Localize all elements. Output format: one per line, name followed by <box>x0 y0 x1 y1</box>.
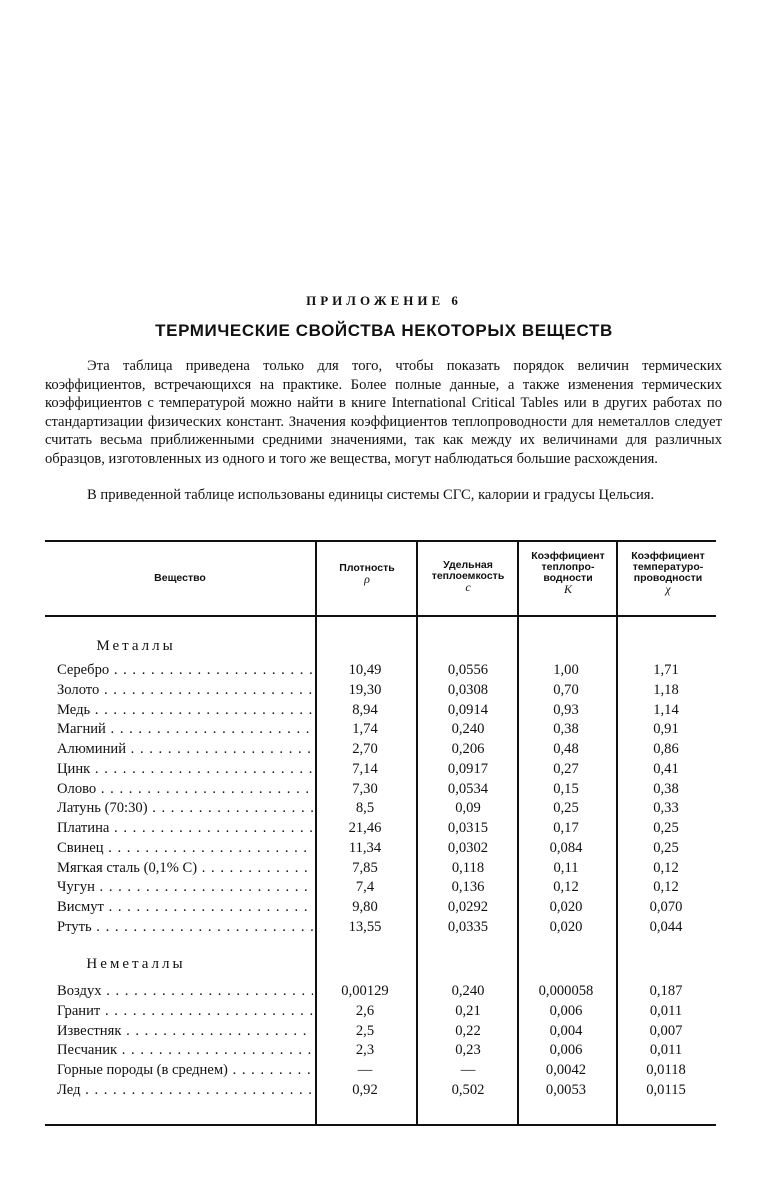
density-value: 2,3 <box>355 1042 375 1059</box>
heat-capacity-symbol: c <box>465 580 471 594</box>
substance-name: Олово . . . <box>57 779 313 799</box>
diffusivity-value: 0,12 <box>653 859 679 876</box>
substance-name: Медь . . . <box>57 700 313 720</box>
diffusivity-value: 1,71 <box>653 662 679 678</box>
conductivity-value: 0,27 <box>553 760 579 777</box>
header-heat-capacity: Удельная теплоемкость c <box>421 560 515 593</box>
diffusivity-value: 0,070 <box>649 899 683 915</box>
section-label-nonmetals: Неметаллы <box>86 956 186 972</box>
density-value: 21,46 <box>348 820 382 836</box>
heat-capacity-value: 0,136 <box>451 879 485 896</box>
heat-capacity-value: 0,206 <box>451 741 485 757</box>
table-row <box>0 798 768 818</box>
page-title: ТЕРМИЧЕСКИЕ СВОЙСТВА НЕКОТОРЫХ ВЕЩЕСТВ <box>155 321 613 340</box>
table-row <box>0 700 768 720</box>
substance-name: Алюминий . . . <box>57 739 313 759</box>
intro-paragraph-2: В приведенной таблице использованы единицы системы СГС, калории и градусы Цельсия. <box>87 487 655 503</box>
substance-name: Латунь (70:30) . . . <box>57 798 313 818</box>
density-value: 11,34 <box>348 839 382 856</box>
density-value: 2,5 <box>355 1022 375 1039</box>
conductivity-symbol: K <box>563 582 572 596</box>
substance-name: Цинк . . . <box>57 759 313 779</box>
diffusivity-value: 0,33 <box>653 800 679 817</box>
table-row <box>0 660 768 680</box>
heat-capacity-value: 0,0556 <box>447 662 489 678</box>
conductivity-value: 0,006 <box>549 1002 583 1019</box>
heat-capacity-value: 0,09 <box>455 800 481 817</box>
conductivity-value: 0,70 <box>553 681 579 698</box>
heat-capacity-value: 0,0534 <box>447 780 489 797</box>
header-density: Плотность ρ <box>318 563 416 585</box>
substance-name: Серебро . . . <box>57 660 313 680</box>
table-row <box>0 897 768 917</box>
conductivity-value: 0,020 <box>549 899 583 915</box>
diffusivity-value: 0,38 <box>653 780 679 797</box>
conductivity-value: 0,004 <box>549 1022 583 1039</box>
table-row <box>0 1001 768 1021</box>
table-row <box>0 838 768 858</box>
density-value: 2,70 <box>352 741 378 757</box>
diffusivity-value: 0,044 <box>649 918 683 935</box>
heat-capacity-value: 0,0308 <box>447 681 489 698</box>
conductivity-value: 0,020 <box>549 918 583 935</box>
heat-capacity-value: 0,0914 <box>447 701 489 718</box>
heat-capacity-value: 0,502 <box>451 1081 485 1098</box>
table-row <box>0 719 768 739</box>
density-value: 0,92 <box>352 1081 378 1098</box>
substance-name: Песчаник . . . <box>57 1040 313 1060</box>
density-value: 19,30 <box>348 681 382 698</box>
heat-capacity-value: 0,23 <box>455 1042 481 1059</box>
diffusivity-value: 0,187 <box>649 983 683 999</box>
heat-capacity-value: 0,240 <box>451 983 485 999</box>
substance-name: Воздух . . . <box>57 981 313 1001</box>
conductivity-value: 0,0053 <box>545 1081 587 1098</box>
heat-capacity-value: 0,0292 <box>447 899 489 915</box>
density-value: 7,30 <box>352 780 378 797</box>
density-value: 9,80 <box>352 899 378 915</box>
density-symbol: ρ <box>364 572 370 586</box>
diffusivity-value: 0,0115 <box>646 1081 686 1098</box>
conductivity-value: 0,38 <box>553 721 579 738</box>
density-value: 8,5 <box>355 800 375 817</box>
diffusivity-value: 0,41 <box>653 760 679 777</box>
density-value: 2,6 <box>355 1002 375 1019</box>
conductivity-value: 0,0042 <box>545 1062 587 1078</box>
density-value: 7,85 <box>352 859 378 876</box>
substance-name: Платина . . . <box>57 818 313 838</box>
header-diffusivity: Коэффициент температуро-проводности χ <box>620 551 716 595</box>
table-row <box>0 739 768 759</box>
table-row <box>0 680 768 700</box>
conductivity-value: 0,15 <box>553 780 579 797</box>
conductivity-value: 0,12 <box>553 879 579 896</box>
density-value: 7,4 <box>355 879 375 896</box>
substance-name: Золото . . . <box>57 680 313 700</box>
table-row <box>0 818 768 838</box>
diffusivity-symbol: χ <box>665 582 671 596</box>
density-value: 0,00129 <box>341 983 389 999</box>
diffusivity-value: 0,011 <box>649 1002 683 1019</box>
substance-name: Магний . . . <box>57 719 313 739</box>
density-value: 13,55 <box>348 918 382 935</box>
substance-name: Лед . . . <box>57 1080 313 1100</box>
heat-capacity-value: 0,0315 <box>447 820 489 836</box>
substance-name: Свинец . . . <box>57 838 313 858</box>
density-value: 7,14 <box>352 760 378 777</box>
diffusivity-value: 0,91 <box>653 721 679 738</box>
density-value: 1,74 <box>352 721 378 738</box>
diffusivity-value: 1,18 <box>653 681 679 698</box>
intro-paragraph-1: Эта таблица приведена только для того, чтобы показать порядок величин термических коэффициентов, встречающихся на практике. Более полные данные, а также изменения термических коэффициентов с температурой можно найти в книге International Critical Tables или в других работах по стандартизации физических констант. Значения коэффициентов теплопроводности для неметаллов следует считать весьма приближенными средними значениями, так как между их величинами для различных образцов, изготовленных из одного и того же вещества, могут наблюдаться большие расхождения. <box>45 358 722 467</box>
density-value: 10,49 <box>348 662 382 678</box>
diffusivity-value: 0,12 <box>653 879 679 896</box>
conductivity-value: 0,48 <box>553 741 579 757</box>
substance-name: Известняк . . . <box>57 1021 313 1041</box>
conductivity-value: 0,93 <box>553 701 579 718</box>
diffusivity-value: 1,14 <box>653 701 679 718</box>
density-value: — <box>357 1062 373 1078</box>
heat-capacity-value: 0,240 <box>451 721 485 738</box>
substance-name: Гранит . . . <box>57 1001 313 1021</box>
table-row <box>0 759 768 779</box>
header-substance: Вещество <box>154 572 206 584</box>
substance-name: Чугун . . . <box>57 877 313 897</box>
diffusivity-value: 0,011 <box>649 1042 683 1059</box>
conductivity-value: 1,00 <box>553 662 579 678</box>
conductivity-value: 0,17 <box>553 820 579 836</box>
substance-name: Мягкая сталь (0,1% С) . . . <box>57 858 313 878</box>
substance-name: Горные породы (в среднем) . . . <box>57 1060 313 1080</box>
table-row <box>0 779 768 799</box>
conductivity-value: 0,25 <box>553 800 579 817</box>
header-conductivity: Коэффициент теплопро-водности K <box>522 551 614 595</box>
table-row <box>0 1080 768 1100</box>
table-row <box>0 858 768 878</box>
table-row <box>0 981 768 1001</box>
diffusivity-value: 0,86 <box>653 741 679 757</box>
table-row <box>0 1021 768 1041</box>
conductivity-value: 0,11 <box>553 859 579 876</box>
table-row <box>0 917 768 937</box>
table-row <box>0 877 768 897</box>
density-value: 8,94 <box>352 701 378 718</box>
conductivity-value: 0,084 <box>549 839 583 856</box>
diffusivity-value: 0,25 <box>653 820 679 836</box>
heat-capacity-value: 0,118 <box>451 859 485 876</box>
diffusivity-value: 0,007 <box>649 1022 683 1039</box>
heat-capacity-value: 0,22 <box>455 1022 481 1039</box>
heat-capacity-value: 0,21 <box>455 1002 481 1019</box>
diffusivity-value: 0,0118 <box>646 1062 686 1078</box>
substance-name: Ртуть . . . <box>57 917 313 937</box>
appendix-label: ПРИЛОЖЕНИЕ 6 <box>306 293 462 308</box>
conductivity-value: 0,006 <box>549 1042 583 1059</box>
diffusivity-value: 0,25 <box>653 839 679 856</box>
table-row <box>0 1060 768 1080</box>
table-row <box>0 1040 768 1060</box>
heat-capacity-value: 0,0917 <box>447 760 489 777</box>
section-label-metals: Металлы <box>96 638 176 654</box>
conductivity-value: 0,000058 <box>538 983 594 999</box>
heat-capacity-value: 0,0302 <box>447 839 489 856</box>
heat-capacity-value: 0,0335 <box>447 918 489 935</box>
substance-name: Висмут . . . <box>57 897 313 917</box>
heat-capacity-value: — <box>460 1062 476 1078</box>
